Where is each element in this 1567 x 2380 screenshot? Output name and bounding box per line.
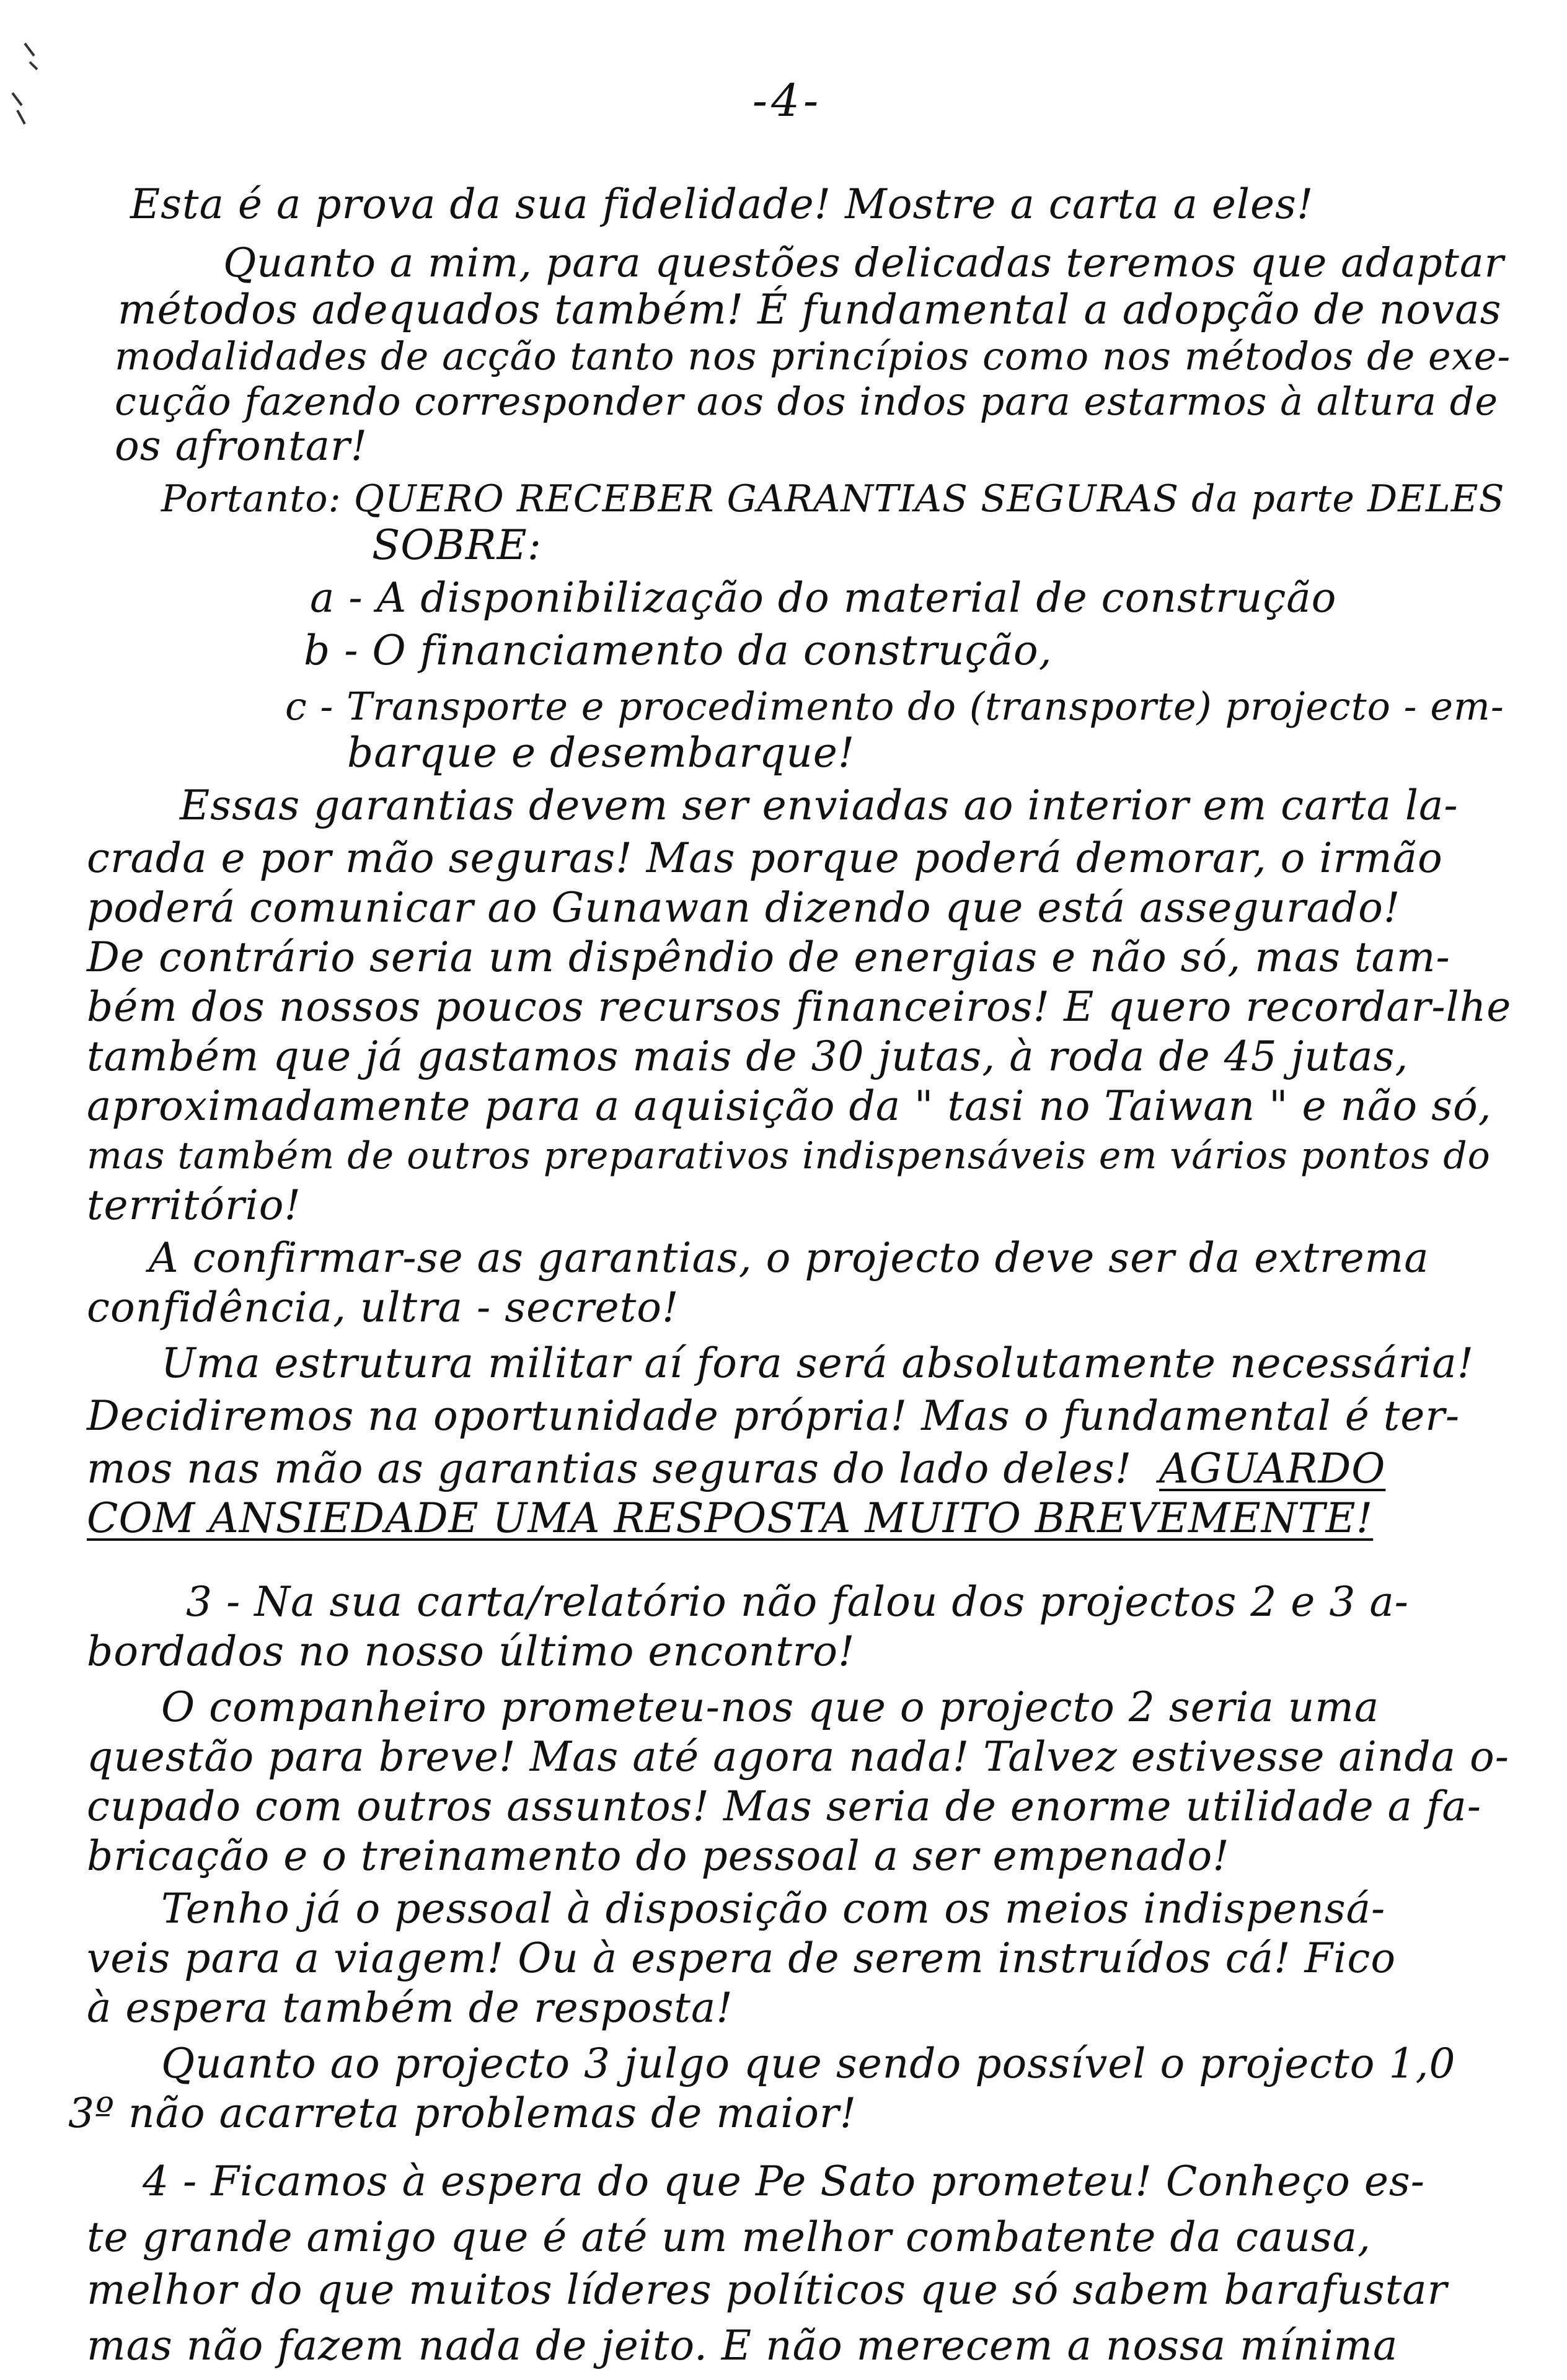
letter-line: veis para a viagem! Ou à espera de serem instruídos cá! Fico — [87, 1934, 1397, 1982]
letter-line: Essas garantias devem ser enviadas ao interior em carta la- — [180, 782, 1459, 829]
letter-line: melhor do que muitos líderes políticos que só sabem barafustar — [87, 2266, 1448, 2314]
letter-line: 3º não acarreta problemas de maior! — [68, 2089, 857, 2137]
corner-scribble-mark — [0, 37, 50, 130]
letter-line: cução fazendo corresponder aos dos indos para estarmos à altura de — [115, 379, 1499, 424]
letter-line: mas não fazem nada de jeito. E não merecem a nossa mínima — [87, 2322, 1398, 2369]
letter-line: à espera também de resposta! — [87, 1984, 733, 2032]
letter-line: Uma estrutura militar aí fora será absolutamente necessária! — [161, 1339, 1475, 1387]
letter-line: A confirmar-se as garantias, o projecto deve ser da extrema — [149, 1234, 1429, 1282]
letter-line: Portanto: QUERO RECEBER GARANTIAS SEGURAS da parte DELES — [161, 477, 1505, 521]
letter-line: crada e por mão seguras! Mas porque poderá demorar, o irmão — [87, 834, 1443, 882]
list-item-a: a - A disponibilização do material de construção — [310, 574, 1337, 622]
list-item-c: c - Transporte e procedimento do (transporte) projecto - em- — [285, 684, 1504, 729]
letter-line: Tenho já o pessoal à disposição com os meios indispensá- — [161, 1885, 1386, 1933]
letter-line: Esta é a prova da sua fidelidade! Mostre a carta a eles! — [130, 180, 1314, 228]
letter-line: bricação e o treinamento do pessoal a ser empenado! — [87, 1832, 1230, 1880]
letter-line: O companheiro prometeu-nos que o projecto 2 seria uma — [161, 1683, 1380, 1731]
letter-line: SOBRE: — [372, 521, 542, 569]
letter-line: mas também de outros preparativos indispensáveis em vários pontos do — [87, 1134, 1491, 1178]
letter-line: aproximadamente para a aquisição da " tasi no Taiwan " e não só, — [87, 1082, 1492, 1130]
letter-line: mos nas mão as garantias seguras do lado deles! — [87, 1445, 1132, 1492]
underlined-emphasis: AGUARDO — [1159, 1445, 1386, 1492]
letter-line: Decidiremos na oportunidade própria! Mas o fundamental é ter- — [87, 1392, 1460, 1440]
letter-line: os afrontar! — [115, 422, 368, 470]
underlined-emphasis: COM ANSIEDADE UMA RESPOSTA MUITO BREVEMENTE! — [87, 1494, 1374, 1542]
letter-line: confidência, ultra - secreto! — [87, 1284, 679, 1331]
letter-line: barque e desembarque! — [347, 729, 855, 777]
letter-line: bém dos nossos poucos recursos financeiros! E quero recordar-lhe — [87, 983, 1512, 1031]
letter-line: bordados no nosso último encontro! — [87, 1628, 855, 1675]
letter-line: métodos adequados também! É fundamental a adopção de novas — [118, 286, 1502, 333]
list-item-b: b - O financiamento da construção, — [304, 627, 1053, 674]
letter-line: Quanto ao projecto 3 julgo que sendo possível o projecto 1,0 — [161, 2040, 1456, 2087]
letter-line: Quanto a mim, para questões delicadas teremos que adaptar — [223, 240, 1504, 286]
letter-line: te grande amigo que é até um melhor combatente da causa, — [87, 2213, 1371, 2261]
letter-line: território! — [87, 1181, 301, 1229]
letter-line: também que já gastamos mais de 30 jutas, à roda de 45 jutas, — [87, 1033, 1409, 1080]
section-3-heading-line: 3 - Na sua carta/relatório não falou dos projectos 2 e 3 a- — [186, 1578, 1409, 1626]
section-4-heading-line: 4 - Ficamos à espera do que Pe Sato prometeu! Conheço es- — [143, 2157, 1426, 2205]
letter-line: questão para breve! Mas até agora nada! Talvez estivesse ainda o- — [87, 1733, 1510, 1781]
letter-line: De contrário seria um dispêndio de energias e não só, mas tam- — [87, 933, 1450, 981]
letter-line: poderá comunicar ao Gunawan dizendo que está assegurado! — [87, 884, 1401, 932]
letter-line: modalidades de acção tanto nos princípios como nos métodos de exe- — [115, 333, 1511, 379]
page-number: -4- — [752, 74, 823, 126]
letter-line: cupado com outros assuntos! Mas seria de enorme utilidade a fa- — [87, 1783, 1482, 1830]
